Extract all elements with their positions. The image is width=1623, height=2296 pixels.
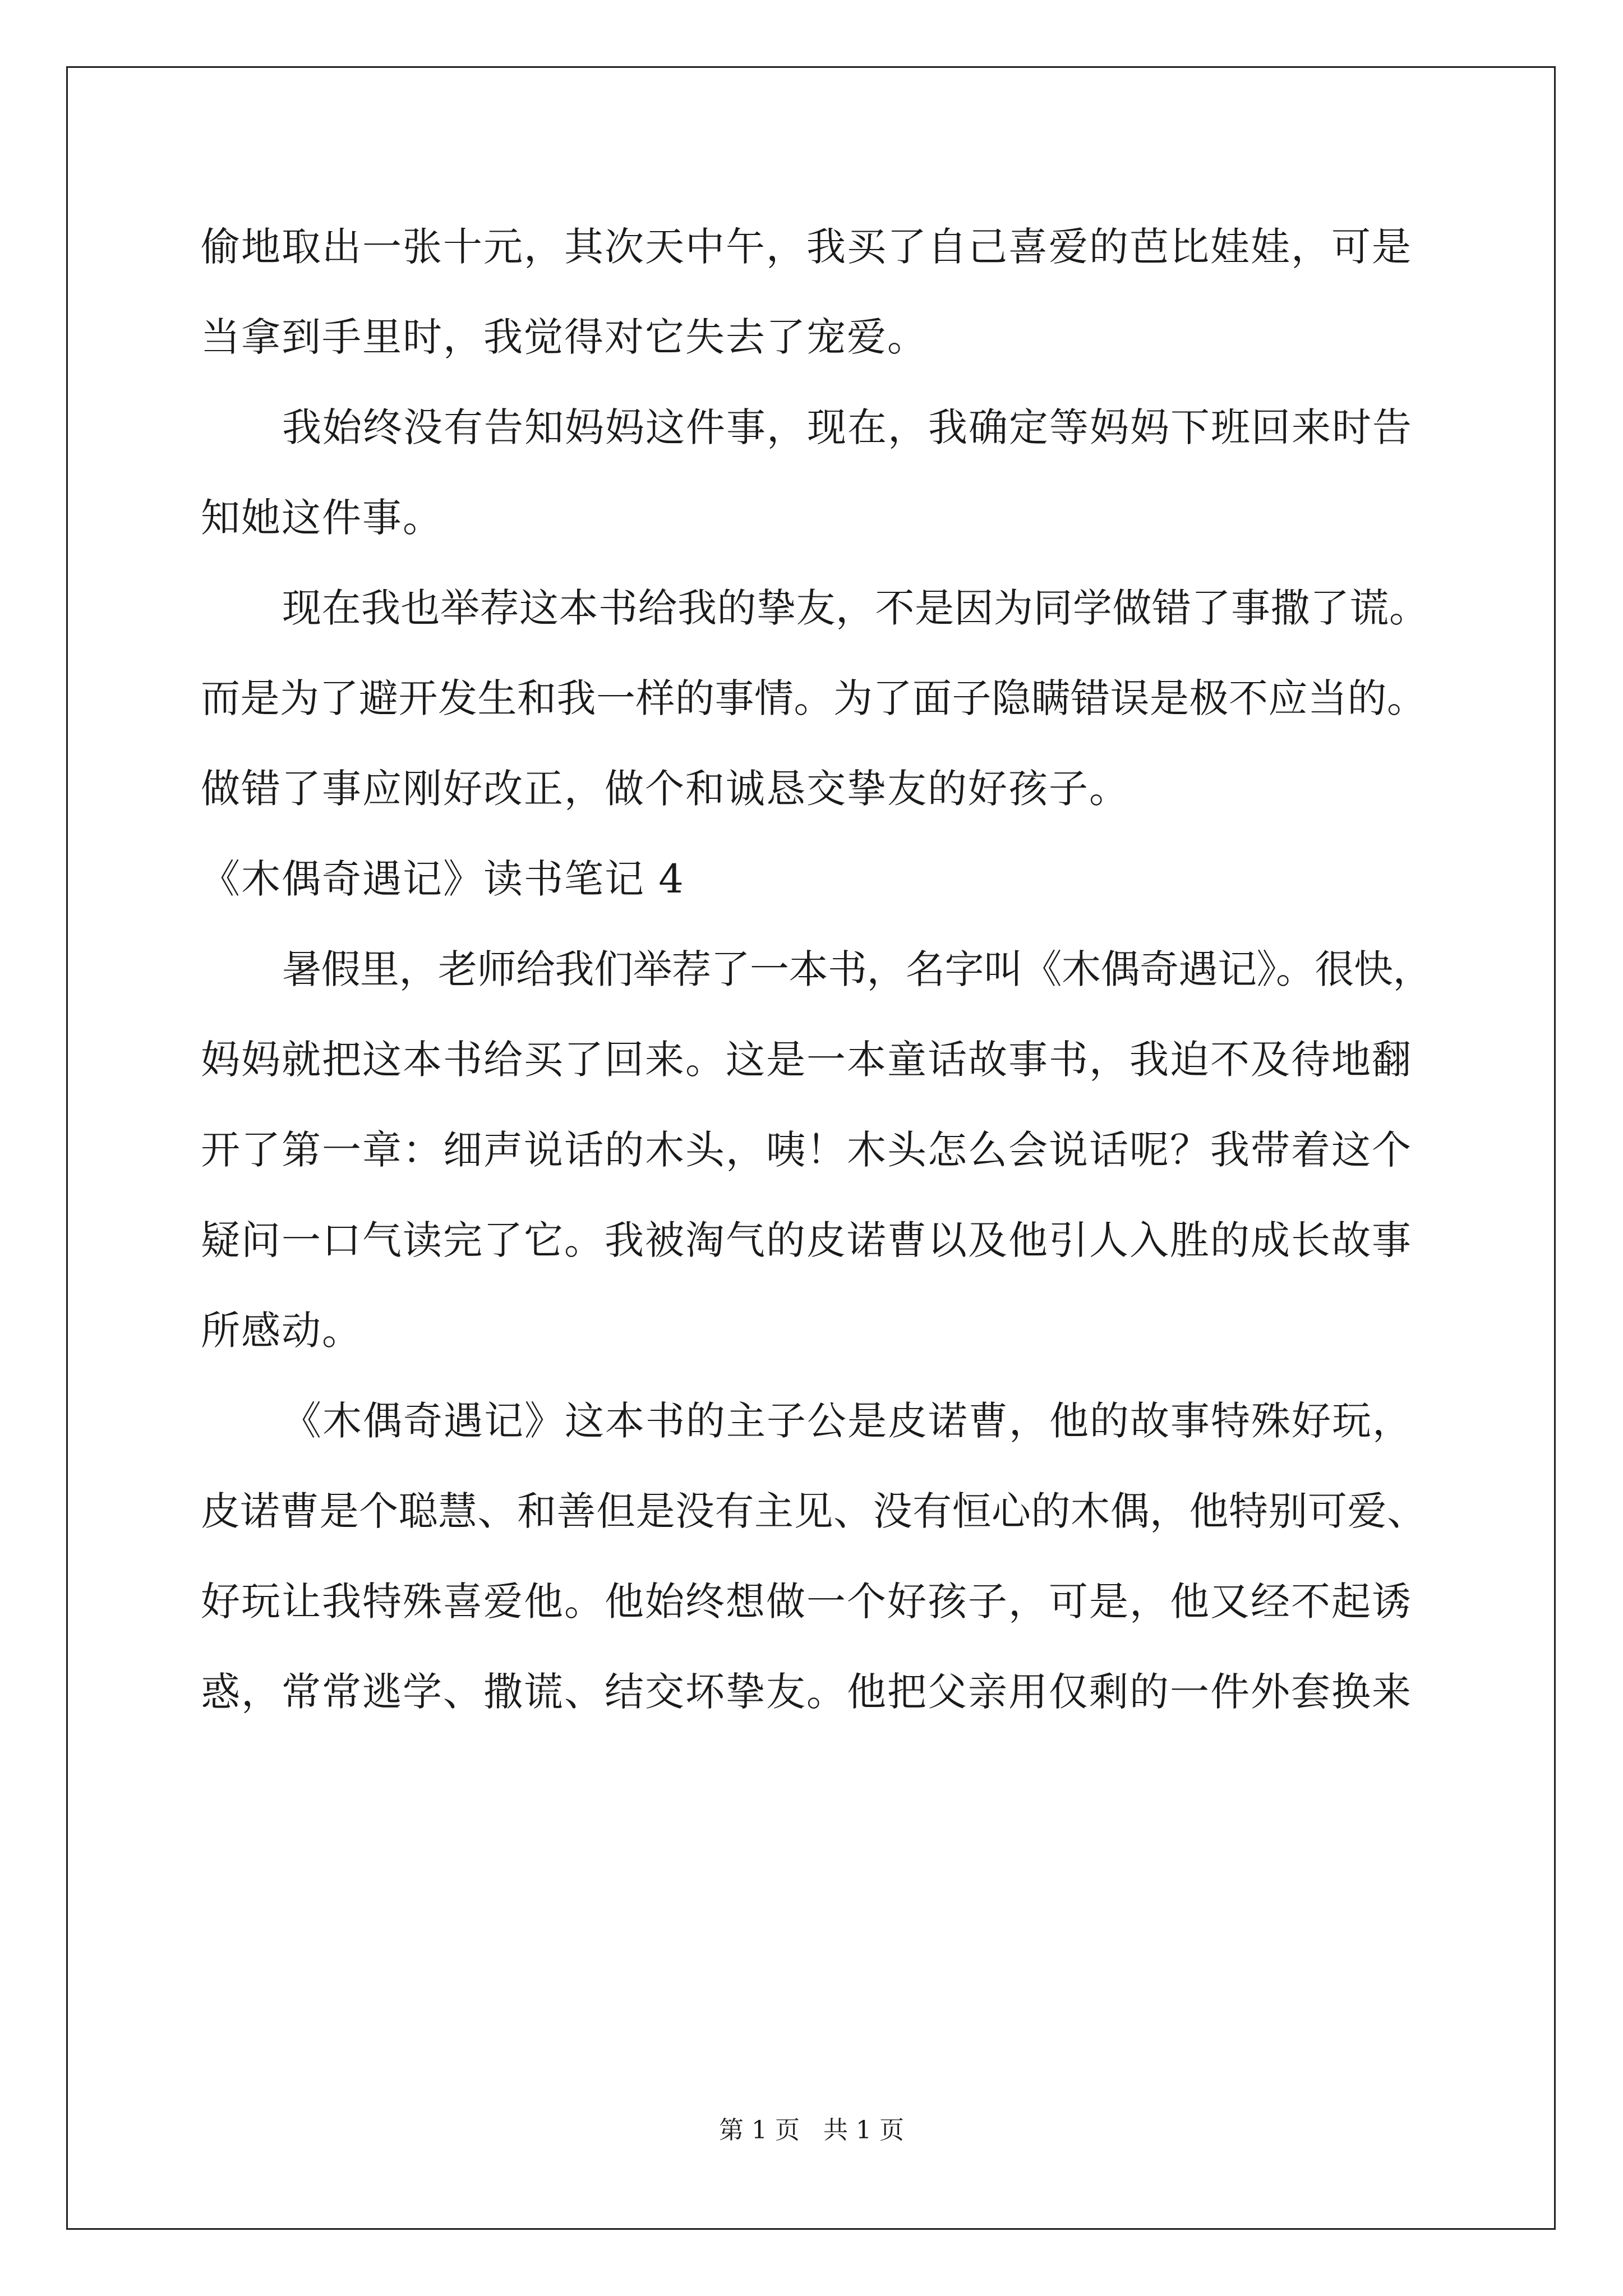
paragraph-start-line: 我始终没有告知妈妈这件事，现在，我确定等妈妈下班回来时告 (282, 404, 1413, 450)
text-line: 好玩让我特殊喜爱他。他始终想做一个好孩子，可是，他又经不起诱 (201, 1579, 1412, 1625)
text-line: 知她这件事。 (201, 495, 443, 541)
text-line: 疑问一口气读完了它。我被淘气的皮诺曹以及他引人入胜的成长故事 (201, 1217, 1412, 1263)
text-line: 所感动。 (201, 1308, 362, 1354)
text-line: 开了第一章：细声说话的木头，咦！木头怎么会说话呢？我带着这个 (201, 1127, 1412, 1173)
text-line: 而是为了避开发生和我一样的事情。为了面子隐瞒错误是极不应当的。 (201, 675, 1427, 721)
text-line: 偷地取出一张十元，其次天中午，我买了自己喜爱的芭比娃娃，可是 (201, 224, 1412, 270)
text-line: 做错了事应刚好改正，做个和诚恳交挚友的好孩子。 (201, 766, 1129, 812)
text-line: 皮诺曹是个聪慧、和善但是没有主见、没有恒心的木偶，他特别可爱、 (201, 1488, 1427, 1534)
document-body (201, 202, 1435, 1737)
text-line: 妈妈就把这本书给买了回来。这是一本童话故事书，我迫不及待地翻 (201, 1037, 1412, 1083)
text-line: 当拿到手里时，我觉得对它失去了宠爱。 (201, 314, 928, 360)
paragraph-start-line: 现在我也举荐这本书给我的挚友，不是因为同学做错了事撒了谎。 (282, 585, 1429, 631)
text-line: 惑，常常逃学、撒谎、结交坏挚友。他把父亲用仅剩的一件外套换来 (201, 1669, 1412, 1715)
paragraph-start-line: 《木偶奇遇记》这本书的主子公是皮诺曹，他的故事特殊好玩， (282, 1398, 1413, 1444)
page-number-footer: 第 1 页 共 1 页 (719, 2116, 904, 2145)
paragraph-start-line: 暑假里，老师给我们举荐了一本书，名字叫《木偶奇遇记》。很快， (282, 946, 1432, 992)
section-heading: 《木偶奇遇记》读书笔记 4 (201, 856, 685, 902)
